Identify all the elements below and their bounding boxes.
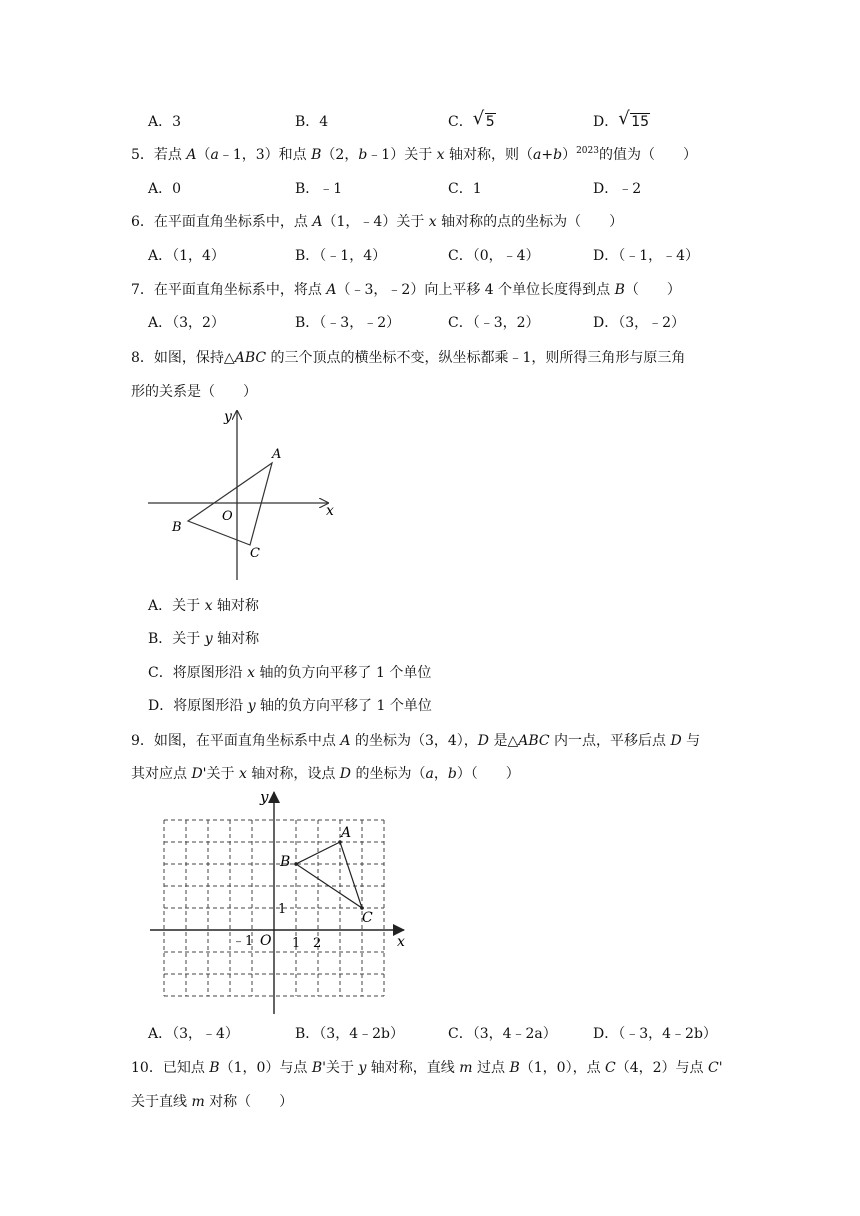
q8-label-a: A bbox=[272, 447, 282, 462]
q5-option-d: D．﹣2 bbox=[593, 181, 642, 197]
q9-figure bbox=[148, 786, 416, 1018]
q7-options bbox=[148, 313, 748, 333]
q5-options bbox=[148, 179, 748, 199]
q4-option-c: C． √ 5 bbox=[448, 108, 495, 130]
q9-option-a: A．（3，﹣4） bbox=[148, 1026, 239, 1042]
q6-option-b: B．（﹣1，4） bbox=[295, 248, 387, 264]
q5-option-a: A．0 bbox=[148, 181, 182, 197]
q7-option-c: C．（﹣3，2） bbox=[448, 315, 540, 331]
q7-option-b: B．（﹣3，﹣2） bbox=[295, 315, 401, 331]
q9-label-y1: 1 bbox=[278, 902, 287, 917]
q9-label-c: C bbox=[362, 910, 373, 926]
q6-option-a: A．（1，4） bbox=[148, 248, 225, 264]
q9-stem-line2: 其对应点 D'关于 x 轴对称，设点 D 的坐标为（a，b）（ ） bbox=[131, 766, 520, 782]
q9-stem-line1: 9．如图，在平面直角坐标系中点 A 的坐标为（3，4），D 是△ABC 内一点，平移后点 D 与 bbox=[131, 733, 701, 749]
sqrt-5: √ 5 bbox=[472, 108, 495, 130]
q10-stem-line1: 10．已知点 B（1，0）与点 B'关于 y 轴对称，直线 m 过点 B（1，0），点 C（4，2）与点 C' bbox=[131, 1060, 723, 1076]
q9-option-c: C．（3，4﹣2a） bbox=[448, 1026, 557, 1042]
q4-options bbox=[148, 108, 748, 132]
q8-triangle-abc bbox=[188, 463, 272, 545]
q9-triangle-abc bbox=[296, 842, 362, 908]
q8-option-c: C．将原图形沿 x 轴的负方向平移了 1 个单位 bbox=[148, 665, 432, 681]
q5-option-b: B．﹣1 bbox=[295, 181, 343, 197]
q8-label-c: C bbox=[250, 546, 260, 561]
q9-label-1: 1 bbox=[292, 936, 301, 951]
q8-option-b: B．关于 y 轴对称 bbox=[148, 631, 260, 647]
q7-option-d: D．（3，﹣2） bbox=[593, 315, 686, 331]
q9-label-b: B bbox=[280, 854, 291, 870]
q9-label-x: x bbox=[397, 934, 405, 950]
q7-option-a: A．（3，2） bbox=[148, 315, 225, 331]
q6-option-d: D．（﹣1，﹣4） bbox=[593, 248, 700, 264]
q6-stem: 6．在平面直角坐标系中，点 A（1，﹣4）关于 x 轴对称的点的坐标为（ ） bbox=[131, 214, 624, 230]
q5-option-c: C．1 bbox=[448, 181, 482, 197]
q8-label-b: B bbox=[172, 520, 182, 535]
q9-options bbox=[148, 1024, 748, 1044]
q4-option-b: B．4 bbox=[295, 114, 329, 130]
q4-option-a: A．3 bbox=[148, 114, 182, 130]
q9-option-b: B．（3，4﹣2b） bbox=[295, 1026, 404, 1042]
q9-label-o: O bbox=[260, 933, 272, 949]
sqrt-15: √ 15 bbox=[618, 108, 650, 130]
q8-option-a: A．关于 x 轴对称 bbox=[148, 598, 259, 614]
q8-label-y: y bbox=[224, 409, 232, 425]
q9-option-d: D．（﹣3，4﹣2b） bbox=[593, 1026, 717, 1042]
q8-option-d: D．将原图形沿 y 轴的负方向平移了 1 个单位 bbox=[148, 698, 432, 714]
q8-label-x: x bbox=[326, 503, 334, 519]
q10-stem-line2: 关于直线 m 对称（ ） bbox=[131, 1094, 294, 1110]
q9-point-b bbox=[294, 862, 298, 866]
q6-options bbox=[148, 246, 748, 266]
q8-stem-line1: 8．如图，保持△ABC 的三个顶点的横坐标不变，纵坐标都乘﹣1，则所得三角形与原三角 bbox=[131, 350, 686, 366]
q6-option-c: C．（0，﹣4） bbox=[448, 248, 540, 264]
q9-label-a: A bbox=[341, 825, 352, 841]
q9-label-2: 2 bbox=[313, 936, 322, 951]
q4-option-d: D． √ 15 bbox=[593, 108, 650, 130]
q7-stem: 7．在平面直角坐标系中，将点 A（﹣3，﹣2）向上平移 4 个单位长度得到点 B（ ） bbox=[131, 282, 681, 298]
q8-label-o: O bbox=[222, 509, 233, 524]
q8-stem-line2: 形的关系是（ ） bbox=[131, 384, 257, 400]
q9-label-minus1: ﹣1 bbox=[232, 934, 254, 949]
q9-label-y: y bbox=[260, 788, 269, 806]
q8-figure bbox=[140, 405, 350, 587]
q5-stem: 5．若点 A（a﹣1，3）和点 B（2，b﹣1）关于 x 轴对称，则$(a+b)^{2023}$的值为（ ） bbox=[131, 146, 697, 163]
